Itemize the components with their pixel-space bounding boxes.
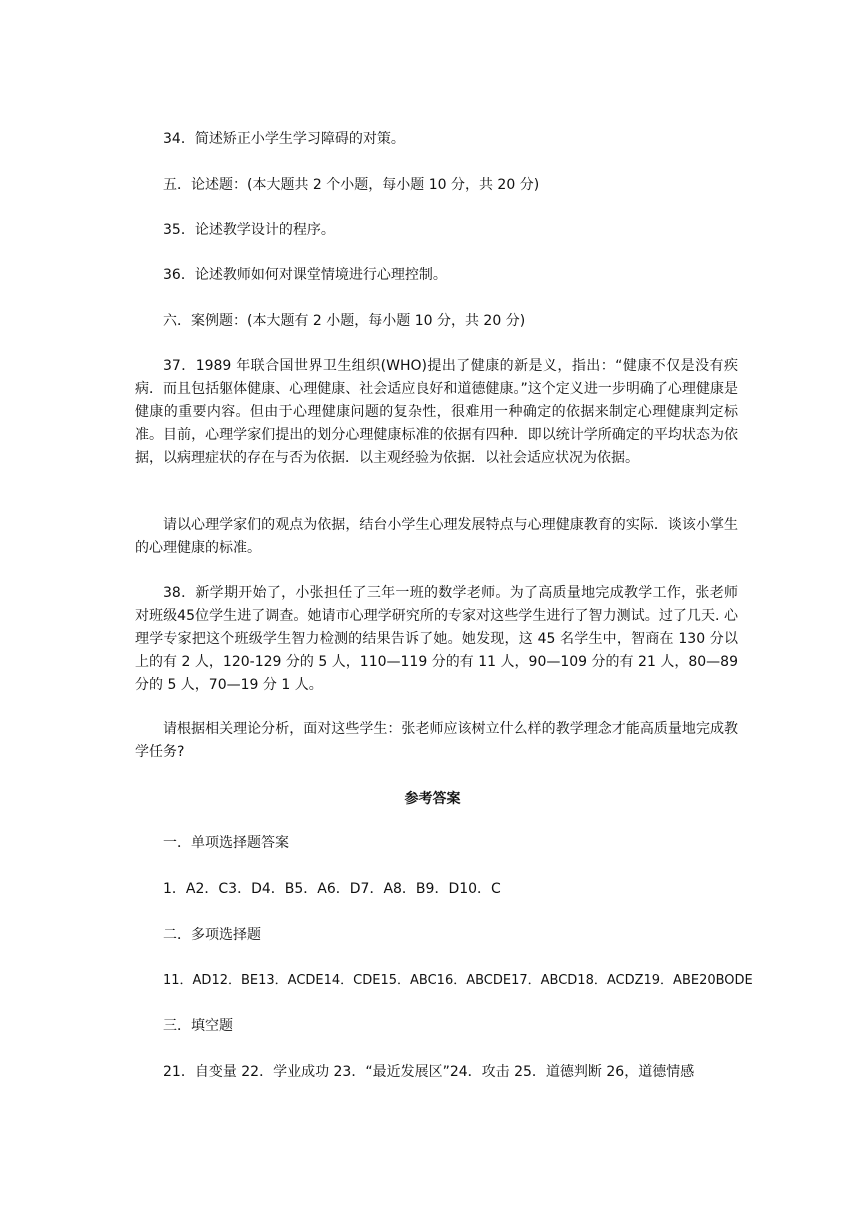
question-38-prompt: 请根据相关理论分析，面对这些学生：张老师应该树立什么样的教学理念才能高质量地完成教学任务? [135, 721, 738, 760]
answer-section-2: 11．AD12．BE13．ACDE14．CDE15．ABC16．ABCDE17．ABCD18．ACDZ19．ABE20BODE [163, 973, 753, 988]
question-38-material: 38．新学期开始了，小张担任了三年一班的数学老师。为了高质量地完成教学工作，张老师对班级45位学生进了调查。她请市心理学研究所的专家对这些学生进行了智力测试。过了几天. 心理学专家把这个班级学生智力检测的结果告诉了她。她发现，这 45 名学生中，智商在 130 分以上的有 2 人，120-129 分的 5 人，110—119 分的有 11 人，90—109 分的有 21 人，80—89 分的 5 人，70—19 分 1 人。 [135, 585, 738, 693]
section-5-heading: 五．论述题：(本大题共 2 个小题，每小题 10 分，共 20 分) [163, 177, 540, 193]
question-34: 34．简述矫正小学生学习障碍的对策。 [163, 131, 405, 147]
answer-section-1: 1．A2．C3．D4．B5．A6．D7．A8．B9．D10．C [163, 881, 501, 897]
answer-section-3-title: 三．填空题 [163, 1018, 233, 1034]
question-35: 35．论述教学设计的程序。 [163, 222, 335, 238]
answer-section-3: 21．自变量 22．学业成功 23．“最近发展区”24．攻击 25．道德判断 26，道德情感 [163, 1064, 695, 1080]
answer-section-1-title: 一．单项选择题答案 [163, 835, 289, 851]
answer-section-2-title: 二．多项选择题 [163, 927, 261, 943]
answers-title: 参考答案 [404, 791, 461, 807]
question-36: 36．论述教师如何对课堂情境进行心理控制。 [163, 267, 447, 283]
question-37-material: 37．1989 年联合国世界卫生组织(WHO)提出了健康的新是义，指出：“健康不仅是没有疾病．而且包括躯体健康、心理健康、社会适应良好和道德健康。”这个定义进一步明确了心理健康是健康的重要内容。但由于心理健康问题的复杂性，很难用一种确定的依据来制定心理健康判定标准。目前，心理学家们提出的划分心理健康标准的依据有四种．即以统计学所确定的平均状态为依据，以病理症状的存在与否为依据．以主观经验为依据．以社会适应状况为依据。 [135, 358, 738, 466]
section-6-heading: 六．案例题：(本大题有 2 小题，每小题 10 分，共 20 分) [163, 313, 526, 329]
question-37-prompt: 请以心理学家们的观点为依据，结台小学生心理发展特点与心理健康教育的实际．谈该小掌生的心理健康的标准。 [135, 517, 738, 556]
